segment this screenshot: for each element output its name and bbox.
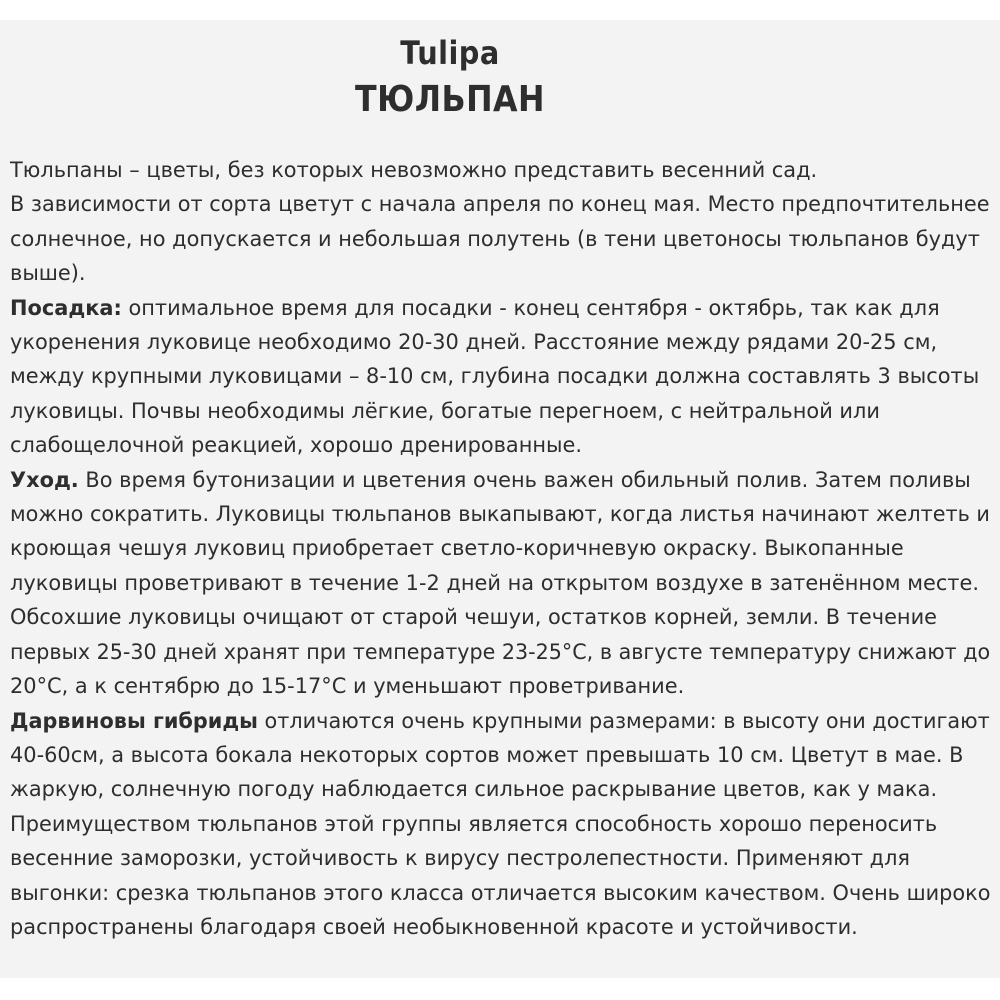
darwin-line: весенние заморозки, устойчивость к вирусу пестролепестности. Применяют для — [10, 846, 911, 871]
care-line: кроющая чешуя луковиц приобретает светло-коричневую окраску. Выкопанные — [10, 536, 904, 561]
darwin-heading: Дарвиновы гибриды — [10, 708, 258, 733]
care-line: можно сократить. Луковицы тюльпанов выкапывают, когда листья начинают желтеть и — [10, 502, 990, 527]
intro-line: выше). — [10, 261, 86, 286]
care-line: первых 25-30 дней хранят при температуре 23-25°С, в августе температуру снижают до — [10, 639, 991, 664]
body-text — [10, 153, 995, 944]
text-sheet — [0, 20, 1000, 978]
darwin-line: распространены благодаря своей необыкновенной красоте и устойчивости. — [10, 914, 858, 939]
planting-line: между крупными луковицами – 8-10 см, глубина посадки должна составлять 3 высоты — [10, 364, 980, 389]
darwin-text: отличаются очень крупными размерами: в высоту они достигают — [257, 708, 990, 733]
planting-text: оптимальное время для посадки - конец сентября - октябрь, так как для — [121, 295, 940, 320]
care-line — [10, 463, 990, 497]
darwin-line: жаркую, солнечную погоду наблюдается сильное раскрывание цветов, как у мака. — [10, 777, 938, 802]
title-block — [0, 30, 900, 124]
care-line: Обсохшие луковицы очищают от старой чешуи, остатков корней, земли. В течение — [10, 605, 938, 630]
intro-line: В зависимости от сорта цветут с начала апреля по конец мая. Место предпочтительнее — [10, 192, 990, 217]
planting-line: слабощелочной реакцией, хорошо дренированные. — [10, 433, 583, 458]
intro-line: солнечное, но допускается и небольшая полутень (в тени цветоносы тюльпанов будут — [10, 226, 980, 251]
title-latin: Tulipa — [400, 34, 500, 72]
darwin-line — [10, 704, 990, 738]
care-line: 20°С, а к сентябрю до 15-17°С и уменьшают проветривание. — [10, 674, 685, 699]
planting-line: укоренения луковице необходимо 20-30 дней. Расстояние между рядами 20-25 см, — [10, 330, 938, 355]
title-russian: ТЮЛЬПАН — [355, 79, 545, 120]
care-line: луковицы проветривают в течение 1-2 дней на открытом воздухе в затенённом месте. — [10, 570, 979, 595]
darwin-line: Преимуществом тюльпанов этой группы является способность хорошо переносить — [10, 811, 938, 836]
planting-heading: Посадка: — [10, 295, 122, 320]
darwin-line: 40-60см, а высота бокала некоторых сортов может превышать 10 см. Цветут в мае. В — [10, 742, 964, 767]
care-text: Во время бутонизации и цветения очень важен обильный полив. Затем поливы — [78, 467, 971, 492]
care-heading: Уход. — [10, 467, 79, 492]
planting-line: луковицы. Почвы необходимы лёгкие, богатые перегноем, с нейтральной или — [10, 398, 880, 423]
planting-line — [10, 291, 990, 325]
intro-line: Тюльпаны – цветы, без которых невозможно представить весенний сад. — [10, 158, 818, 182]
darwin-line: выгонки: срезка тюльпанов этого класса отличается высоким качеством. Очень широко — [10, 880, 991, 905]
